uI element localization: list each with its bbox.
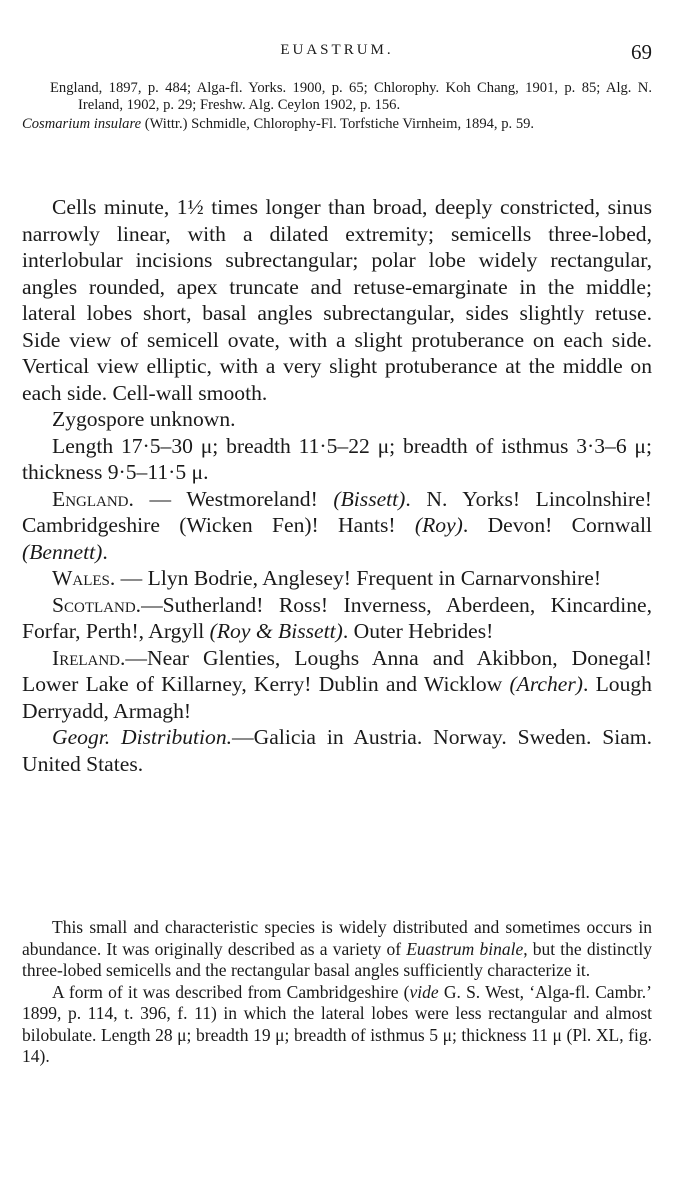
region-text: . N. Yorks! Lincolnshire! Cambridgeshire (Wicken Fen)! Hants! <box>22 486 652 537</box>
distribution-geographic <box>22 724 652 777</box>
page-number: 69 <box>631 40 652 64</box>
region-text: . <box>102 539 108 564</box>
region-label: Ireland. <box>52 645 126 670</box>
note-text: G. S. West, ‘Alga-fl. Cambr.’ 1899, p. 114, t. 396, f. 11) in which the lateral lobes were less rectangular and almost bilobulate. Length 28 μ; breadth 19 μ; breadth of isthmus 5 μ; thickness 11 μ (Pl. XL, fig. 14). <box>22 981 652 1066</box>
region-label: Geogr. Distribution. <box>52 725 233 749</box>
reference-text: England, 1897, p. 484; Alga-fl. Yorks. 1900, p. 65; Chlorophy. Koh Chang, 1901, p. 85; Alg. N. Ireland, 1902, p. 29; Freshw. Alg. Ceylon 1902, p. 156. <box>50 80 652 113</box>
references-block <box>22 80 652 135</box>
region-text: . Outer Hebrides! <box>342 619 494 643</box>
notes-paragraph <box>22 917 652 982</box>
region-text: —Galicia in Austria. Norway. Sweden. Siam. United States. <box>22 725 652 776</box>
zygospore-paragraph: Zygospore unknown. <box>52 407 236 431</box>
species-name: Euastrum binale <box>406 938 524 959</box>
measurements-paragraph: Length 17·5–30 μ; breadth 11·5–22 μ; breadth of isthmus 3·3–6 μ; thickness 9·5–11·5 μ. <box>22 433 652 484</box>
notes-block <box>22 917 652 1068</box>
region-text: . Devon! Cornwall <box>462 513 652 537</box>
region-label: Scotland. <box>52 592 142 617</box>
region-text: —Near Glenties, Loughs Anna and Akibbon, Donegal! Lower Lake of Killarney, Kerry! Dublin and Wicklow <box>22 645 652 696</box>
distribution-scotland <box>22 592 652 645</box>
note-text: This small and characteristic species is widely distributed and sometimes occurs in abundance. It was originally described as a variety of <box>22 917 652 959</box>
collector-name: (Archer) <box>509 672 583 696</box>
running-head: EUASTRUM. <box>280 42 394 58</box>
page-header <box>22 40 652 70</box>
region-label: Wales. <box>52 566 116 590</box>
note-text: , but the distinctly three-lobed semicells and the rectangular basal angles sufficiently characterize it. <box>22 938 652 980</box>
region-text: —Sutherland! Ross! Inverness, Aberdeen, Kincardine, Forfar, Perth!, Argyll <box>22 592 652 643</box>
region-text: — Llyn Bodrie, Anglesey! Frequent in Carnarvonshire! <box>115 566 602 590</box>
reference-entry <box>50 80 652 114</box>
region-text: . Lough Derryadd, Armagh! <box>22 672 652 723</box>
reference-entry <box>22 116 652 133</box>
note-text: A form of it was described from Cambridgeshire ( <box>52 981 410 1002</box>
region-label: England. <box>52 486 134 511</box>
collector-name: (Bissett) <box>333 486 406 511</box>
distribution-wales <box>22 565 652 592</box>
region-text: — Westmoreland! <box>133 486 334 511</box>
description-paragraph: Cells minute, 1½ times longer than broad, deeply constricted, sinus narrowly linear, with a dilated extremity; semicells three-lobed, interlobular incisions subrectangular; polar lobe widely rectangular, angles rounded, apex truncate and retuse-emarginate in the middle; lateral lobes short, basal angles subrectangular, sides slightly retuse. Side view of semicell ovate, with a slight protuberance on each side. Vertical view elliptic, with a very slight protuberance at the middle on each side. Cell-wall smooth. <box>22 195 652 405</box>
distribution-england <box>22 486 652 566</box>
collector-name: (Bennett) <box>22 539 103 564</box>
distribution-ireland <box>22 645 652 725</box>
vide-word: vide <box>409 981 439 1002</box>
notes-paragraph <box>22 982 652 1068</box>
collector-name: (Roy & Bissett) <box>209 619 343 643</box>
reference-text: (Wittr.) Schmidle, Chlorophy-Fl. Torfstiche Virnheim, 1894, p. 59. <box>141 116 535 132</box>
species-description <box>22 194 652 777</box>
collector-name: (Roy) <box>414 513 463 537</box>
synonym-name: Cosmarium insulare <box>22 116 142 132</box>
